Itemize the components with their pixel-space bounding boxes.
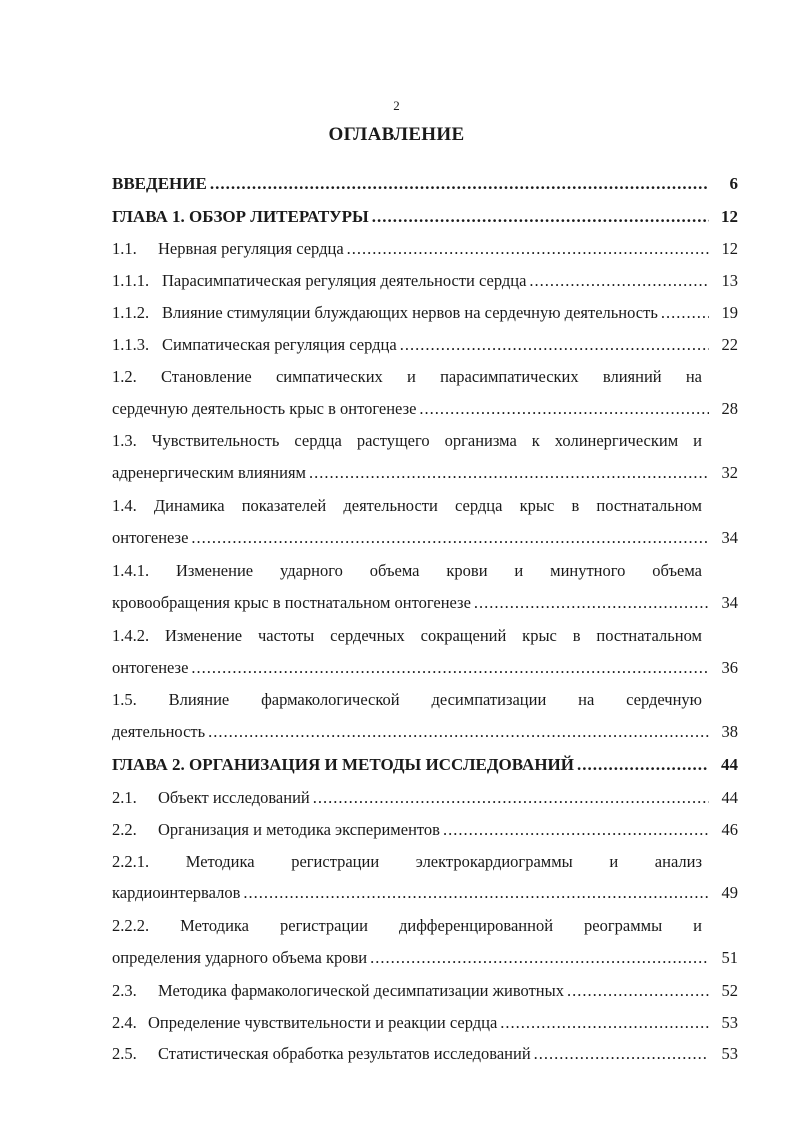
toc-entry-number: 2.1. [112, 788, 137, 807]
toc-entry-number: 1.1.1. [112, 271, 150, 290]
toc-entry-text: Определение чувствительности и реакции сердца [148, 1013, 498, 1032]
toc-entry-text: адренергическим влияниям [112, 463, 306, 482]
toc-page-number: 44 [721, 788, 738, 807]
toc-entry-number: 2.2. [112, 820, 137, 839]
toc-leader [567, 981, 709, 1001]
toc-entry-text: Статистическая обработка результатов исследований [158, 1044, 531, 1063]
toc-entry-2-3[interactable] [112, 981, 738, 1001]
toc-leader [347, 239, 709, 259]
toc-entry-2-2[interactable] [112, 820, 738, 840]
toc-entry-text: онтогенезе [112, 528, 189, 547]
toc-title: ОГЛАВЛЕНИЕ [328, 124, 465, 145]
toc-entry-1-5-line1[interactable] [112, 690, 702, 710]
toc-entry-number: 2.4. [112, 1013, 137, 1032]
toc-page-number: 32 [721, 463, 738, 482]
toc-leader [443, 820, 709, 840]
toc-entry-number: 1.5. [112, 690, 137, 709]
toc-leader [372, 207, 709, 227]
toc-entry-number: 1.4.1. [112, 561, 150, 580]
toc-entry-text: сердечную деятельность крыс в онтогенезе [112, 399, 417, 418]
toc-leader [529, 271, 709, 291]
toc-entry-text-line1: Изменение ударного объема крови и минутного объема [176, 561, 703, 580]
toc-entry-text-line1: Динамика показателей деятельности сердца крыс в постнатальном [153, 496, 702, 515]
toc-entry-1-4-1-line1[interactable] [112, 561, 702, 581]
toc-entry-text-line1: Изменение частоты сердечных сокращений крыс в постнатальном [165, 626, 702, 645]
toc-entry-text: ГЛАВА 1. ОБЗОР ЛИТЕРАТУРЫ [112, 207, 369, 226]
toc-entry-2-2-1[interactable] [112, 883, 738, 903]
toc-leader [191, 658, 709, 678]
toc-entry-number: 2.5. [112, 1044, 137, 1063]
toc-entry-1-2[interactable] [112, 399, 738, 419]
toc-entry-text: Симпатическая регуляция сердца [162, 335, 397, 354]
toc-entry-1-4-2[interactable] [112, 658, 738, 678]
toc-entry-text: ВВЕДЕНИЕ [112, 174, 207, 193]
toc-entry-text: Методика фармакологической десимпатизации животных [158, 981, 564, 1000]
toc-page-number: 52 [721, 981, 738, 1000]
toc-entry-number: 1.3. [112, 431, 137, 450]
toc-entry-1-4-1[interactable] [112, 593, 738, 613]
toc-page-number: 46 [721, 820, 738, 839]
toc-entry-2-2-2-line1[interactable] [112, 916, 702, 936]
toc-leader [500, 1013, 709, 1033]
toc-leader [191, 528, 709, 548]
toc-leader [661, 303, 709, 323]
toc-entry-1-3-line1[interactable] [112, 431, 702, 451]
toc-entry-1-1-3[interactable] [112, 335, 738, 355]
toc-entry-chapter-1[interactable] [112, 207, 738, 227]
toc-entry-number: 1.4. [112, 496, 137, 515]
toc-page-number: 19 [721, 303, 738, 322]
toc-entry-number: 2.3. [112, 981, 137, 1000]
toc-entry-chapter-2[interactable] [112, 755, 738, 775]
toc-leader [243, 883, 709, 903]
toc-entry-number: 1.4.2. [112, 626, 150, 645]
toc-entry-number: 2.2.2. [112, 916, 150, 935]
toc-entry-text: Нервная регуляция сердца [158, 239, 344, 258]
toc-leader [534, 1044, 709, 1064]
toc-entry-text-line1: Чувствительность сердца растущего организма к холинергическим и [151, 431, 702, 450]
toc-entry-1-1[interactable] [112, 239, 738, 259]
toc-entry-2-1[interactable] [112, 788, 738, 808]
toc-page-number: 53 [721, 1044, 738, 1063]
toc-leader [419, 399, 709, 419]
toc-entry-text: Организация и методика экспериментов [158, 820, 440, 839]
toc-entry-number: 1.1. [112, 239, 137, 258]
toc-page-number: 44 [721, 755, 738, 774]
toc-entry-text: Объект исследований [158, 788, 310, 807]
toc-entry-text: онтогенезе [112, 658, 189, 677]
toc-leader [370, 948, 709, 968]
toc-leader [309, 463, 709, 483]
toc-page-number: 49 [721, 883, 738, 902]
toc-entry-introduction[interactable] [112, 174, 738, 194]
toc-entry-number: 1.1.2. [112, 303, 150, 322]
toc-page-number: 12 [721, 239, 738, 258]
toc-entry-number: 1.2. [112, 367, 137, 386]
toc-page-number: 36 [721, 658, 738, 677]
toc-entry-text-line1: Становление симпатических и парасимпатических влияний на [161, 367, 702, 386]
toc-entry-1-5[interactable] [112, 722, 738, 742]
toc-leader [400, 335, 709, 355]
toc-page-number: 28 [721, 399, 738, 418]
toc-entry-2-2-2[interactable] [112, 948, 738, 968]
toc-page-number: 51 [721, 948, 738, 967]
toc-entry-text: кровообращения крыс в постнатальном онтогенезе [112, 593, 471, 612]
toc-page-number: 34 [721, 528, 738, 547]
toc-entry-text: Влияние стимуляции блуждающих нервов на сердечную деятельность [162, 303, 658, 322]
toc-entry-text: деятельность [112, 722, 206, 741]
toc-entry-text: кардиоинтервалов [112, 883, 241, 902]
toc-entry-text-line1: Методика регистрации электрокардиограммы и анализ [185, 852, 702, 871]
toc-page-number: 6 [729, 174, 738, 193]
toc-entry-text-line1: Методика регистрации дифференцированной реограммы и [180, 916, 702, 935]
toc-leader [208, 722, 709, 742]
toc-entry-2-5[interactable] [112, 1044, 738, 1064]
page-number: 2 [393, 98, 400, 113]
toc-entry-1-3[interactable] [112, 463, 738, 483]
toc-entry-text: Парасимпатическая регуляция деятельности сердца [162, 271, 527, 290]
toc-page-number: 38 [721, 722, 738, 741]
toc-entry-2-4[interactable] [112, 1013, 738, 1033]
toc-entry-1-2-line1[interactable] [112, 367, 702, 387]
toc-page-number: 13 [721, 271, 738, 290]
toc-entry-text: ГЛАВА 2. ОРГАНИЗАЦИЯ И МЕТОДЫ ИССЛЕДОВАНИЙ [112, 755, 574, 774]
toc-leader [313, 788, 709, 808]
toc-page-number: 34 [721, 593, 738, 612]
toc-entry-1-1-1[interactable] [112, 271, 738, 291]
toc-entry-1-4[interactable] [112, 528, 738, 548]
toc-entry-1-4-2-line1[interactable] [112, 626, 702, 646]
toc-page-number: 12 [721, 207, 738, 226]
toc-entry-text-line1: Влияние фармакологической десимпатизации на сердечную [168, 690, 703, 709]
toc-entry-number: 1.1.3. [112, 335, 150, 354]
toc-leader [577, 755, 709, 775]
toc-entry-number: 2.2.1. [112, 852, 150, 871]
toc-entry-text: определения ударного объема крови [112, 948, 368, 967]
toc-page-number: 53 [721, 1013, 738, 1032]
toc-leader [474, 593, 709, 613]
toc-leader [210, 174, 709, 194]
toc-entry-1-1-2[interactable] [112, 303, 738, 323]
toc-entry-2-2-1-line1[interactable] [112, 852, 702, 872]
toc-entry-1-4-line1[interactable] [112, 496, 702, 516]
toc-page-number: 22 [721, 335, 738, 354]
